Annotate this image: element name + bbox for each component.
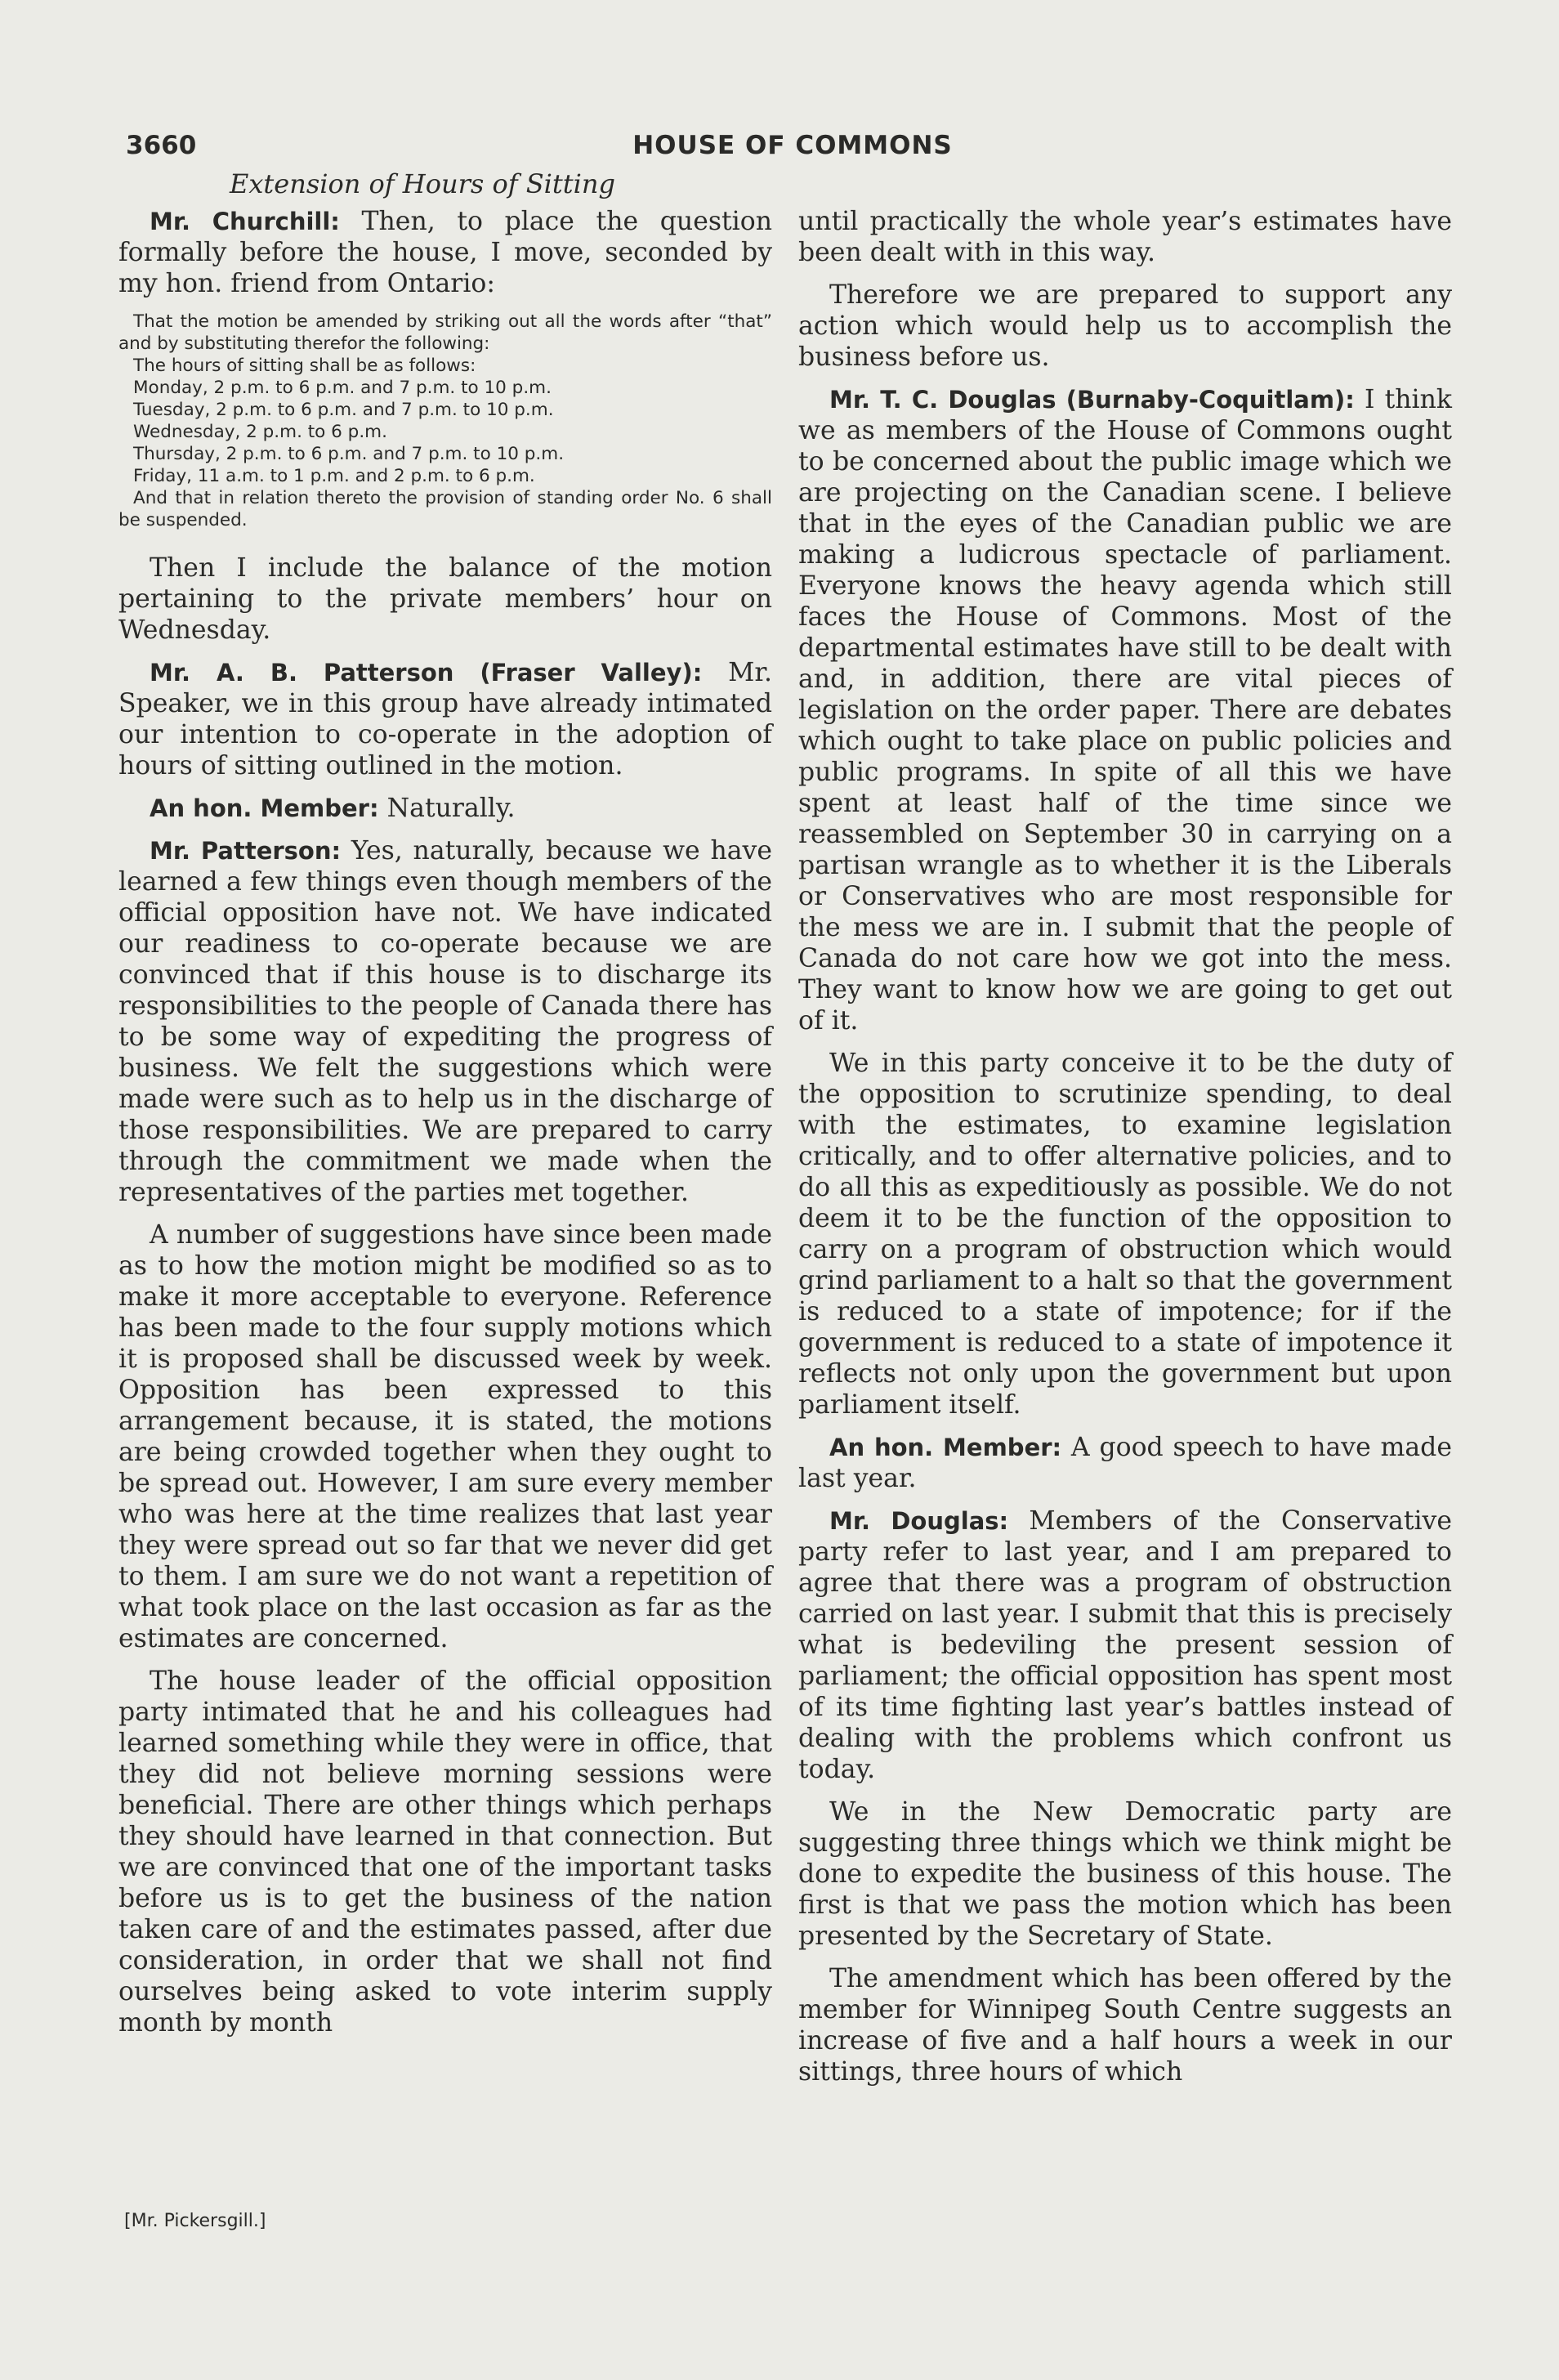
speech-text: Yes, naturally, because we have learned a few things even though members of the official opposition have not. We have indicated our readiness to co-operate because we are convinced that if this house is to discharge its responsibilities to the people of Canada there has to be some way of expediting the progress of business. We felt the suggestions which were made were such as to help us in the discharge of those responsibilities. We are prepared to carry through the commitment we made when the representatives of the parties met together. xyxy=(118,836,772,1207)
paragraph: Then I include the balance of the motion pertaining to the private members’ hour on Wednesday. xyxy=(118,553,772,645)
left-column xyxy=(118,163,772,2050)
speech-text: Mr. Speaker, we in this group have already intimated our intention to co-operate in the adoption of hours of sitting outlined in the motion. xyxy=(118,658,772,781)
speech-text: Members of the Conservative party refer to last year, and I am prepared to agree that there was a program of obstruction carried on last year. I submit that this is precisely what is bedeviling the present session of parliament; the official opposition has spent most of its time fighting last year’s battles instead of dealing with the problems which confront us today. xyxy=(798,1506,1452,1784)
paragraph: The amendment which has been offered by the member for Winnipeg South Centre suggests an increase of five and a half hours a week in our sittings, three hours of which xyxy=(798,1964,1452,2087)
motion-day-line: Tuesday, 2 p.m. to 6 p.m. and 7 p.m. to 10 p.m. xyxy=(133,400,554,420)
paragraph: Therefore we are prepared to support any action which would help us to accomplish the business before us. xyxy=(798,280,1452,372)
speaker-name: Mr. Patterson: xyxy=(150,837,342,865)
paragraph xyxy=(798,1505,1452,1785)
paragraph xyxy=(118,206,772,299)
speech-text: I think we as members of the House of Commons ought to be concerned about the public image which we are projecting on the Canadian scene. I believe that in the eyes of the Canadian public we are making a ludicrous spectacle of parliament. Everyone knows the heavy agenda which still faces the House of Commons. Most of the departmental estimates have still to be dealt with and, in addition, there are vital pieces of legislation on the order paper. There are debates which ought to take place on public policies and public programs. In spite of all this we have spent at least half of the time since we reassembled on September 30 in carrying on a partisan wrangle as to whether it is the Liberals or Conservatives who are most responsible for the mess we are in. I submit that the people of Canada do not care how we got into the mess. They want to know how we are going to get out of it. xyxy=(798,385,1452,1036)
speaker-name: An hon. Member: xyxy=(829,1434,1062,1461)
section-title: Extension of Hours of Sitting xyxy=(230,168,615,199)
motion-hours-heading: The hours of sitting shall be as follows: xyxy=(133,356,476,376)
paragraph: We in this party conceive it to be the duty of the opposition to scrutinize spending, to deal with the estimates, to examine legislation critically, and to offer alternative policies, and to do all this as expeditiously as possible. We do not deem it to be the function of the opposition to carry on a program of obstruction which would grind parliament to a halt so that the government is reduced to a state of impotence; for if the government is reduced to a state of impotence it reflects not only upon the government but upon parliament itself. xyxy=(798,1049,1452,1420)
page-number: 3660 xyxy=(126,131,197,160)
speaker-name: Mr. Douglas: xyxy=(829,1507,1009,1535)
motion-day-line: Wednesday, 2 p.m. to 6 p.m. xyxy=(133,422,387,442)
motion-closing: And that in relation thereto the provision of standing order No. 6 shall be suspended. xyxy=(118,488,772,530)
paragraph xyxy=(118,657,772,781)
speaker-name: Mr. T. C. Douglas (Burnaby-Coquitlam): xyxy=(829,386,1355,414)
paragraph xyxy=(118,793,772,824)
paragraph: until practically the whole year’s estimates have been dealt with in this way. xyxy=(798,207,1452,267)
speech-text: Then, to place the question formally before the house, I move, seconded by my hon. friend from Ontario: xyxy=(118,207,772,298)
motion-day-line: Thursday, 2 p.m. to 6 p.m. and 7 p.m. to 10 p.m. xyxy=(133,444,565,464)
paragraph xyxy=(798,1432,1452,1494)
paragraph: We in the New Democratic party are suggesting three things which we think might be done to expedite the business of this house. The first is that we pass the motion which has been presented by the Secretary of State. xyxy=(798,1797,1452,1951)
motion-day-line: Friday, 11 a.m. to 1 p.m. and 2 p.m. to 6 p.m. xyxy=(133,466,535,486)
running-head: HOUSE OF COMMONS xyxy=(632,131,953,160)
paragraph: A number of suggestions have since been made as to how the motion might be modified so as to make it more acceptable to everyone. Reference has been made to the four supply motions which it is proposed shall be discussed week by week. Opposition has been expressed to this arrangement because, it is stated, the motions are being crowded together when they ought to be spread out. However, I am sure every member who was here at the time realizes that last year they were spread out so far that we never did get to them. I am sure we do not want a repetition of what took place on the last occasion as far as the estimates are concerned. xyxy=(118,1220,772,1653)
speech-text: Naturally. xyxy=(378,794,516,823)
paragraph xyxy=(798,384,1452,1036)
speaker-name: An hon. Member: xyxy=(150,794,379,822)
speech-text: A good speech to have made last year. xyxy=(798,1433,1452,1493)
footnote: [Mr. Pickersgill.] xyxy=(124,2211,266,2231)
motion-text xyxy=(118,311,772,531)
speaker-name: Mr. Churchill: xyxy=(150,208,340,235)
paragraph: The house leader of the official opposition party intimated that he and his colleagues had learned something while they were in office, that they did not believe morning sessions were beneficial. There are other things which perhaps they should have learned in that connection. But we are convinced that one of the important tasks before us is to get the business of the nation taken care of and the estimates passed, after due consideration, in order that we shall not find ourselves being asked to vote interim supply month by month xyxy=(118,1666,772,2038)
right-column xyxy=(798,163,1452,2099)
motion-intro: That the motion be amended by striking out all the words after “that” and by substituting therefor the following: xyxy=(118,311,772,354)
motion-day-line: Monday, 2 p.m. to 6 p.m. and 7 p.m. to 10 p.m. xyxy=(133,378,552,398)
paragraph xyxy=(118,835,772,1208)
speaker-name: Mr. A. B. Patterson (Fraser Valley): xyxy=(150,659,703,687)
